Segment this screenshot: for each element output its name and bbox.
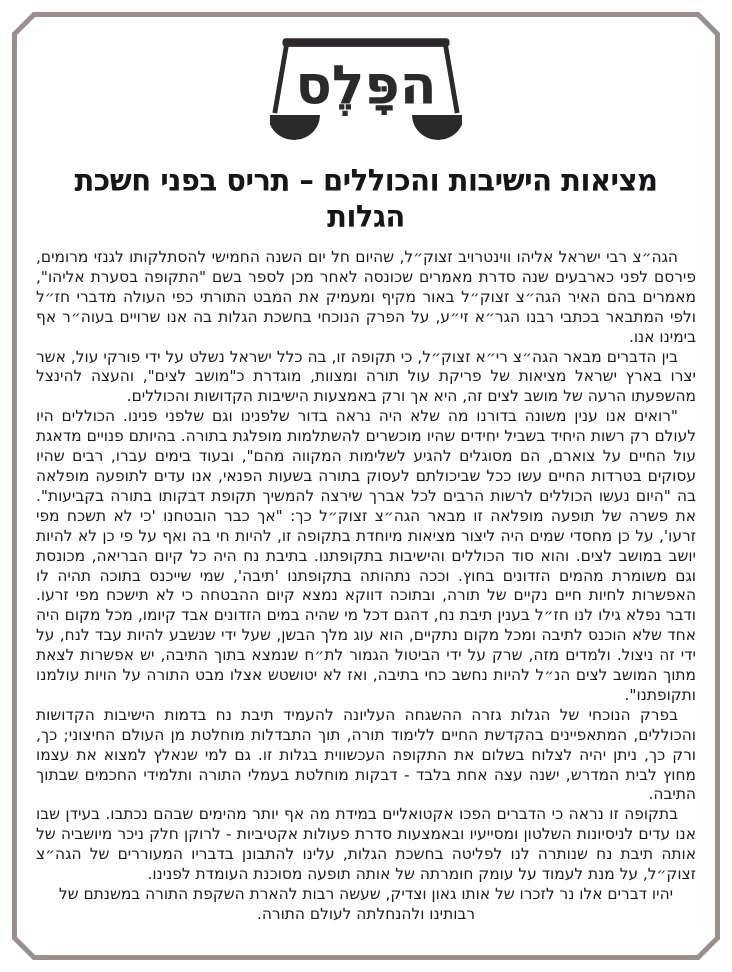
scales-left-pan bbox=[270, 115, 320, 140]
scales-right-pan bbox=[412, 115, 462, 140]
paragraph-3: "רואים אנו ענין משונה בדורנו מה שלא היה נראה בדור שלפנינו וגם שלפני פנינו. הכוללים היו לעולם רק רשות היחיד בשביל יחידים שהיו מוכשרים להשתלמות מופלגת בתורה. בהיותם פנויים מדאגת עול החיים על צוארם, הם מסוגלים להגיע לשלימות המקווה מהם", ובעוד בימים עברו, רבים שהיו עסוקים בטרדות החיים עשו ככל שביכולתם לעסוק בתורה בשעות הפנאי, אנו עדים לתופעה מופלאה בה "היום נעשו הכוללים לרשות הרבים לכל אברך שירצה להמשיך תקופת דבקותו בתורה בקביעות". את פשרה של תופעה מופלאה זו מבאר הגה״צ זצוק״ל כך: "אך כבר הובטחנו 'כי לא תשכח מפי זרעו', על כן מחסדי שמים היה ליצור מציאות מיוחדת בתקופה זו, להיות חי בה ואף על פי כן לא להיות יושב במושב לצים. והוא סוד הכוללים והישיבות בתקופתנו. בתיבת נח היה כל קיום הבריאה, מכונסת וגם משומרת מהמים הזדונים בחוץ. וככה נתהותה בתקופתנו 'תיבה', שמי שייכנס בתוכה תהיה לו האפשרות לחיות חיים נקיים של תורה, ובתוכה דווקא נמצא קיום ההבטחה כי לא תישכח מפי זרעו. ודבר נפלא גילו לנו חז״ל בענין תיבת נח, דהגם דכל מי שהיה במים הזדונים אבד קיומו, מכל מקום היה אחד שלא הוכנס לתיבה ומכל מקום נתקיים, הוא עוג מלך הבשן, שעל ידי שנשבע להיות עבד לנח, על ידי זה ניצול. ולמדים מזה, שרק על ידי הביטול הגמור לת״ח שנמצא בתוך התיבה, יש אפשרות לצאת מתוך המושב לצים הנ״ל להיות נחשב כחי בתיבה, ואז לא יטושטש אצלו מבט התורה על הויות עולמנו ותקופתנו". bbox=[36, 407, 696, 704]
scales-beam bbox=[282, 38, 449, 47]
paragraph-5: בתקופה זו נראה כי הדברים הפכו אקטואליים במידת מה אף יותר מהימים שבהם נכתבו. בעידן שבו אנו עדים לניסיונות השלטון ומסייעיו ובאמצעות סדרת פעולות אקטיביות - לרוקן חלק ניכר מיושביה של אותה תיבת נח שנותרה לנו לפליטה בחשכת הגלות, עלינו להתבונן בדבריו המעוררים של הגה״צ זצוק״ל, על מנת לעמוד על עומק חומרתה של אותה תופעה מסוכנת העומדת לפנינו. bbox=[36, 805, 696, 884]
scales-right-string bbox=[446, 46, 458, 113]
paragraph-1: הגה״צ רבי ישראל אליהו ווינטרויב זצוק״ל, שהיום חל יום השנה החמישי להסתלקותו לגנזי מרומים, פירסם לפני כארבעים שנה סדרת מאמרים שכונסה לאחר מכן לספר בשם "התקופה בסערת אליהו", מאמרים בהם האיר הגה״צ זצוק״ל באור מקיף ומעמיק את המבט התורתי כפי העולה מדברי חז״ל ולפי המתבאר בכתבי רבנו הגר״א זי״ע, על הפרק הנוכחי בחשכת הגלות בה אנו שרויים בעוה״ר אף בימינו אנו. bbox=[36, 248, 696, 346]
paragraph-2: בין הדברים מבאר הגה״צ רי״א זצוק״ל, כי תקופה זו, בה כלל ישראל נשלט על ידי פורקי עול, אשר יצרו בארץ ישראל מציאות של פריקת עול תורה ומצוות, מוגדרת כ"מושב לצים", והעצה להינצל מהשפעתו הרעה של מושב לצים זה, היא אך ורק באמצעות הישיבות הקדושות והכוללים. bbox=[36, 347, 696, 406]
logo-text: הפָּלֶס bbox=[295, 53, 437, 117]
paragraph-6: יהיו דברים אלו נר לזכרו של אותו גאון וצדיק, שעשה רבות להארת השקפת התורה במשנתם של רבותינו ולהנחלתה לעולם התורה. bbox=[58, 885, 674, 923]
scales-logo-icon bbox=[270, 34, 462, 148]
masthead bbox=[36, 34, 696, 152]
paragraph-4: בפרק הנוכחי של הגלות גזרה ההשגחה העליונה להעמיד תיבת נח בדמות הישיבות הקדושות והכוללים, המתאפיינים בהקדשת החיים ללימוד תורה, תוך התבדלות מוחלטת מן העולם החיצוני; כך, ורק כך, ניתן יהיה לצלוח בשלום את התקופה העכשווית בגלות זו. גם למי שנאלץ למצוא את עצמו מחוץ לבית המדרש, ישנה עצה אחת בלבד - דבקות מוחלטת בעמלי התורה ותלמידי החכמים שבתוך התיבה. bbox=[36, 705, 696, 804]
headline: מציאות הישיבות והכוללים – תריס בפני חשכת הגלות bbox=[74, 162, 658, 234]
article-body bbox=[36, 248, 696, 925]
scales-left-string bbox=[275, 46, 287, 113]
